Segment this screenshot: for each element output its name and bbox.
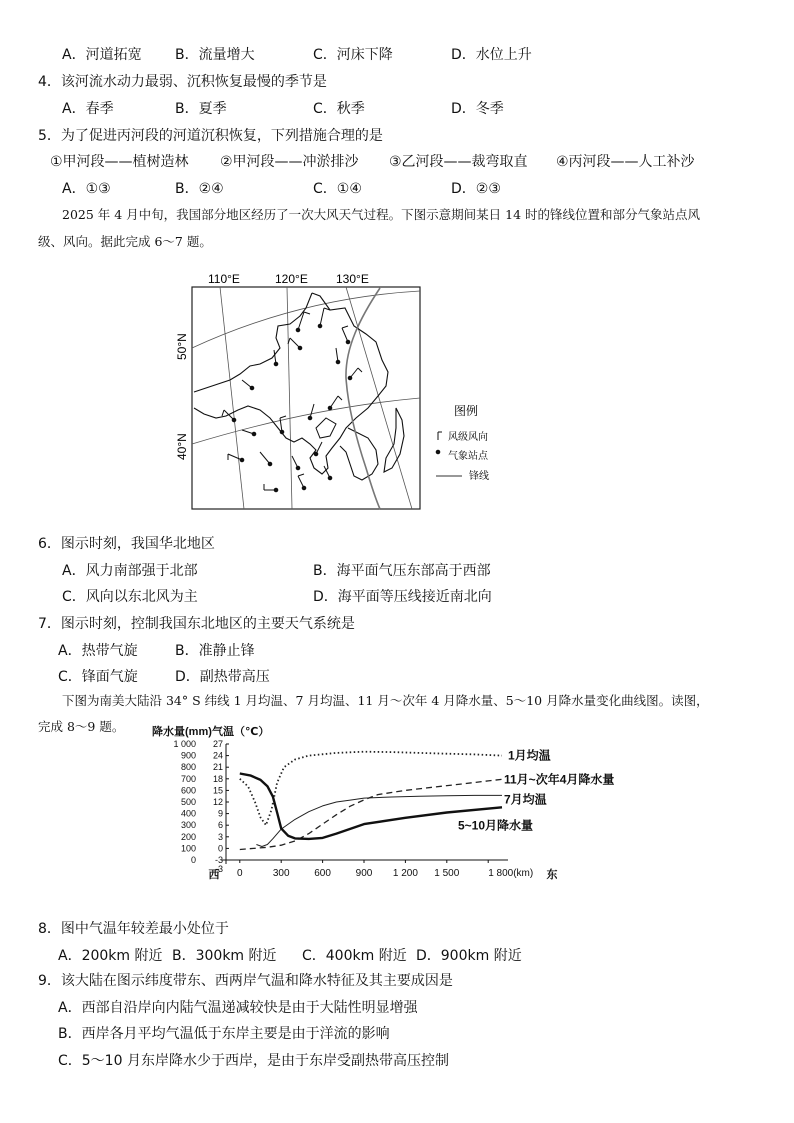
x-tick-label: 1 500 — [434, 868, 460, 879]
q5-measure-3: ③乙河段——裁弯取直 — [389, 154, 528, 170]
y-tick-temp: 12 — [212, 797, 223, 807]
series-label: 1月均温 — [508, 748, 551, 763]
q7-stem: 7．图示时刻，控制我国东北地区的主要天气系统是 — [38, 616, 355, 632]
q5-option-a[interactable]: A．①③ — [62, 181, 111, 197]
y-tick-precip: 900 — [180, 750, 196, 761]
y-tick-precip: 200 — [180, 831, 196, 842]
x-axis-west-label: 西 — [208, 869, 220, 881]
q8-option-d[interactable]: D．900km 附近 — [416, 948, 522, 964]
q3-option-b[interactable]: B．流量增大 — [175, 47, 255, 63]
q6-option-b[interactable]: B．海平面气压东部高于西部 — [313, 563, 491, 579]
y-tick-precip: 300 — [180, 820, 196, 831]
y-tick-temp: 21 — [212, 762, 223, 773]
x-tick-label: 300 — [272, 868, 290, 879]
series-line-1 — [240, 779, 502, 849]
series-label: 11月~次年4月降水量 — [504, 772, 615, 787]
y-tick-temp: 27 — [212, 739, 223, 749]
y-tick-temp: -3 — [214, 855, 223, 865]
intro-6-7-line2: 级、风向。据此完成 6～7 题。 — [38, 234, 212, 249]
q8-option-a[interactable]: A．200km 附近 — [58, 948, 163, 964]
y-axis-title-precip: 降水量(mm) — [152, 726, 212, 738]
map-lat-50: 50°N — [175, 333, 189, 360]
climate-chart — [150, 722, 640, 887]
q6-option-a[interactable]: A．风力南部强于北部 — [62, 563, 198, 579]
x-tick-label: 600 — [314, 868, 331, 879]
intro-6-7-line1: 2025 年 4 月中旬，我国部分地区经历了一次大风天气过程。下图示意期间某日 14 时的锋线位置和部分气象站点风 — [62, 207, 701, 222]
map-lat-40: 40°N — [175, 433, 189, 460]
x-axis-east-label: 东 — [546, 869, 558, 881]
y-tick-precip: 800 — [180, 762, 196, 773]
x-tick-label: 900 — [355, 868, 373, 879]
y-tick-precip: 1 000 — [173, 739, 196, 749]
q5-measure-1: ①甲河段——植树造林 — [50, 154, 189, 170]
q3-option-a[interactable]: A．河道拓宽 — [62, 47, 142, 63]
q3-option-c[interactable]: C．河床下降 — [313, 47, 393, 63]
y-tick-precip: 600 — [180, 785, 196, 796]
y-tick-temp: 0 — [217, 843, 223, 854]
legend-title: 图例 — [454, 404, 479, 418]
legend-front: 锋线 — [469, 471, 489, 482]
y-tick-precip: 0 — [190, 855, 196, 865]
y-tick-precip: 100 — [180, 843, 196, 854]
q5-measure-2: ②甲河段——冲淤排沙 — [220, 154, 359, 170]
intro-8-9-line1: 下图为南美大陆沿 34° S 纬线 1 月均温、7 月均温、11 月～次年 4 月降水量、5～10 月降水量变化曲线图。读图， — [62, 693, 709, 708]
intro-8-9-line2: 完成 8～9 题。 — [38, 719, 125, 734]
y-tick-temp: 9 — [217, 808, 223, 819]
q8-option-c[interactable]: C．400km 附近 — [302, 948, 407, 964]
legend-wind: 风级风向 — [448, 432, 488, 443]
series-label: 7月均温 — [504, 792, 547, 807]
q5-stem: 5．为了促进丙河段的河道沉积恢复，下列措施合理的是 — [38, 128, 383, 144]
q5-option-c[interactable]: C．①④ — [313, 181, 362, 197]
y-axis-title-temp: 气温（℃） — [212, 726, 270, 738]
map-lon-110: 110°E — [208, 272, 240, 286]
weather-map — [175, 268, 510, 518]
map-lon-120: 120°E — [275, 272, 308, 286]
q6-option-c[interactable]: C．风向以东北风为主 — [62, 589, 198, 605]
y-tick-temp: 3 — [217, 831, 223, 842]
q8-stem: 8．图中气温年较差最小处位于 — [38, 921, 229, 937]
q5-option-b[interactable]: B．②④ — [175, 181, 224, 197]
q5-option-d[interactable]: D．②③ — [451, 181, 501, 197]
y-tick-temp: -3 — [214, 864, 223, 874]
series-label: 5~10月降水量 — [458, 818, 534, 833]
map-legend — [436, 403, 489, 482]
q4-option-a[interactable]: A．春季 — [62, 101, 114, 117]
x-tick-label: 1 800(km) — [488, 868, 534, 879]
q9-option-a[interactable]: A．西部自沿岸向内陆气温递减较快是由于大陆性明显增强 — [58, 1000, 418, 1016]
q9-option-b[interactable]: B．西岸各月平均气温低于东岸主要是由于洋流的影响 — [58, 1026, 390, 1042]
q5-measure-4: ④丙河段——人工补沙 — [556, 154, 695, 170]
x-tick-label: 1 200 — [392, 868, 418, 879]
q6-stem: 6．图示时刻，我国华北地区 — [38, 536, 215, 552]
q7-option-c[interactable]: C．锋面气旋 — [58, 669, 138, 685]
q4-option-d[interactable]: D．冬季 — [451, 101, 504, 117]
y-tick-precip: 400 — [180, 808, 196, 819]
q9-stem: 9．该大陆在图示纬度带东、西两岸气温和降水特征及其主要成因是 — [38, 973, 453, 989]
q7-option-a[interactable]: A．热带气旋 — [58, 643, 138, 659]
map-lon-130: 130°E — [336, 272, 369, 286]
y-tick-precip: 700 — [180, 773, 196, 784]
y-tick-temp: 18 — [212, 773, 223, 784]
map-frame — [192, 287, 420, 509]
y-tick-temp: 15 — [212, 785, 223, 796]
y-tick-temp: 24 — [212, 750, 223, 761]
q9-option-c[interactable]: C．5～10 月东岸降水少于西岸，是由于东岸受副热带高压控制 — [58, 1053, 449, 1069]
q8-option-b[interactable]: B．300km 附近 — [172, 948, 277, 964]
q6-option-d[interactable]: D．海平面等压线接近南北向 — [313, 589, 492, 605]
y-tick-temp: 6 — [217, 820, 223, 831]
q4-stem: 4．该河流水动力最弱、沉积恢复最慢的季节是 — [38, 74, 327, 90]
q3-option-d[interactable]: D．水位上升 — [451, 47, 532, 63]
q7-option-b[interactable]: B．准静止锋 — [175, 643, 255, 659]
q4-option-b[interactable]: B．夏季 — [175, 101, 227, 117]
q7-option-d[interactable]: D．副热带高压 — [175, 669, 270, 685]
series-line-0 — [240, 752, 502, 826]
y-tick-precip: 500 — [180, 797, 196, 807]
x-tick-label: 0 — [237, 868, 243, 879]
legend-station: 气象站点 — [448, 451, 488, 462]
q4-option-c[interactable]: C．秋季 — [313, 101, 365, 117]
